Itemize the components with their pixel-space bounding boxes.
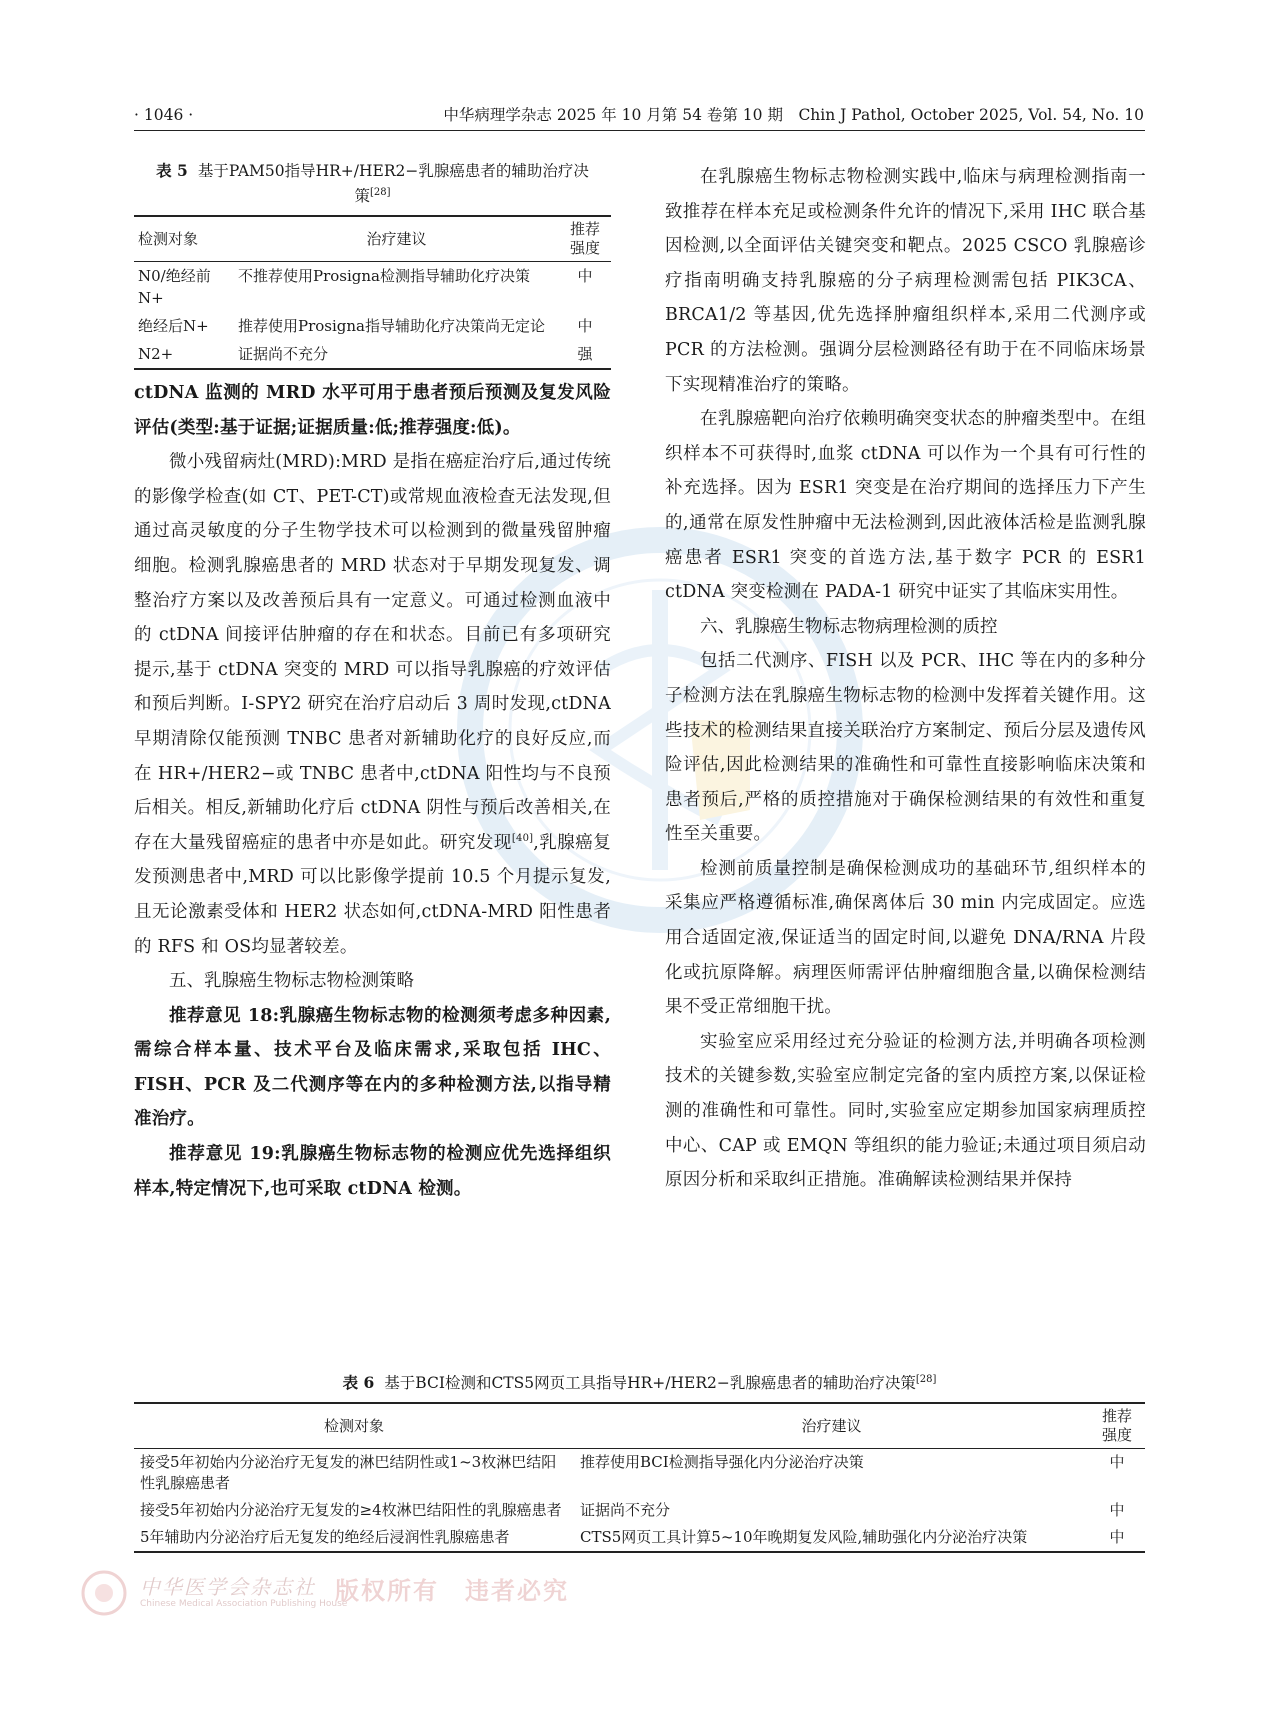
table6-header-subject: 检测对象 [323, 1416, 384, 1435]
table-cell: 接受5年初始内分泌治疗无复发的淋巴结阴性或1~3枚淋巴结阳性乳腺癌患者 [140, 1453, 557, 1492]
table5-caption [154, 158, 591, 209]
left-column [134, 158, 611, 1206]
table-cell: N2+ [138, 345, 174, 363]
table-cell: 证据尚不充分 [238, 345, 329, 363]
mrd-paragraph-ref: [40] [511, 832, 534, 844]
section-heading-6: 六、乳腺癌生物标志物病理检测的质控 [700, 616, 998, 637]
right-paragraph-4: 检测前质量控制是确保检测成功的基础环节,组织样本的采集应严格遵循标准,确保离体后 30 min 内完成固定。应选用合适固定液,保证适当的固定时间,以避免 DNA/RNA 片段化或抗原降解。病理医师需评估肿瘤细胞含量,以确保检测结果不受正常细胞干扰。 [665, 858, 1146, 1018]
table-cell: 中 [577, 317, 593, 335]
table5-header-subject: 检测对象 [138, 230, 199, 248]
copyright-notice: 版权所有 违者必究 [335, 1576, 569, 1605]
table6 [134, 1402, 1145, 1553]
recommendation-18: 推荐意见 18:乳腺癌生物标志物的检测须考虑多种因素,需综合样本量、技术平台及临床需求,采取包括 IHC、FISH、PCR 及二代测序等在内的多种检测方法,以指导精准治疗。 [134, 1005, 611, 1130]
right-column [665, 160, 1146, 1198]
table-cell: 绝经后N+ [138, 317, 209, 335]
publisher-watermark [80, 1565, 600, 1625]
publisher-name-en: Chinese Medical Association Publishing House [140, 1599, 348, 1609]
table-cell: 中 [1109, 1501, 1125, 1519]
mrd-paragraph-text-b: ,乳腺癌复发预测患者中,MRD 可以比影像学提前 10.5 个月提示复发,且无论激素受体和 HER2 状态如何,ctDNA-MRD 阳性患者的 RFS 和 OS均显著较差。 [134, 832, 611, 957]
section-heading-5: 五、乳腺癌生物标志物检测策略 [169, 971, 414, 992]
table-row [134, 340, 611, 369]
mrd-paragraph [134, 445, 611, 964]
table-cell: 推荐使用BCI检测指导强化内分泌治疗决策 [580, 1453, 864, 1471]
header-rule [134, 130, 1145, 131]
table6-caption [134, 1372, 1145, 1394]
journal-citation: 中华病理学杂志 2025 年 10 月第 54 卷第 10 期 Chin J Pathol, October 2025, Vol. 54, No. 10 [443, 106, 1144, 124]
table6-header-advice: 治疗建议 [801, 1416, 862, 1435]
table6-label: 表 6 [342, 1373, 375, 1392]
recommendation-19: 推荐意见 19:乳腺癌生物标志物的检测应优先选择组织样本,特定情况下,也可采取 ctDNA 检测。 [134, 1144, 611, 1199]
table-cell: 证据尚不充分 [580, 1501, 671, 1519]
table6-header-strength: 推荐强度 [1101, 1407, 1132, 1444]
table5-header-row [134, 216, 611, 262]
table6-ref: [28] [915, 1373, 937, 1385]
table-row [134, 1524, 1145, 1552]
table5-caption-text: 基于PAM50指导HR+/HER2−乳腺癌患者的辅助治疗决策 [197, 162, 589, 205]
right-paragraph-1: 在乳腺癌生物标志物检测实践中,临床与病理检测指南一致推荐在样本充足或检测条件允许的情况下,采用 IHC 联合基因检测,以全面评估关键突变和靶点。2025 CSCO 乳腺癌诊疗指南明确支持乳腺癌的分子病理检测需包括 PIK3CA、BRCA1/2 等基因,优先选择肿瘤组织样本,采用二代测序或 PCR 的方法检测。强调分层检测路径有助于在不同临床场景下实现精准治疗的策略。 [665, 167, 1146, 395]
table6-caption-text: 基于BCI检测和CTS5网页工具指导HR+/HER2−乳腺癌患者的辅助治疗决策 [384, 1374, 916, 1392]
table5-header-strength: 推荐强度 [569, 220, 600, 257]
table5-label: 表 5 [156, 161, 188, 180]
table-cell: 接受5年初始内分泌治疗无复发的≥4枚淋巴结阳性的乳腺癌患者 [140, 1501, 562, 1519]
publisher-name: 中华医学会杂志社 [140, 1575, 316, 1599]
table-row [134, 1497, 1145, 1524]
table-cell: 5年辅助内分泌治疗后无复发的绝经后浸润性乳腺癌患者 [140, 1528, 510, 1546]
table-row [134, 1449, 1145, 1498]
mrd-recommendation-text: ctDNA 监测的 MRD 水平可用于患者预后预测及复发风险评估(类型:基于证据;证据质量:低;推荐强度:低)。 [134, 383, 611, 438]
table-cell: 中 [1109, 1528, 1125, 1546]
table-cell: N0/绝经前N+ [138, 267, 211, 307]
table-row [134, 312, 611, 340]
table5-ref: [28] [369, 186, 391, 198]
table-cell: 强 [577, 345, 593, 363]
table-cell: 推荐使用Prosigna指导辅助化疗决策尚无定论 [238, 317, 545, 335]
page-number: · 1046 · [134, 106, 194, 124]
table-cell: 不推荐使用Prosigna检测指导辅助化疗决策 [238, 267, 530, 285]
table-row [134, 262, 611, 313]
right-paragraph-3: 包括二代测序、FISH 以及 PCR、IHC 等在内的多种分子检测方法在乳腺癌生物标志物的检测中发挥着关键作用。这些技术的检测结果直接关联治疗方案制定、预后分层及遗传风险评估,因此检测结果的准确性和可靠性直接影响临床决策和患者预后,严格的质控措施对于确保检测结果的有效性和重复性至关重要。 [665, 651, 1146, 845]
right-paragraph-2: 在乳腺癌靶向治疗依赖明确突变状态的肿瘤类型中。在组织样本不可获得时,血浆 ctDNA 可以作为一个具有可行性的补充选择。因为 ESR1 突变是在治疗期间的选择压力下产生的,通常在原发性肿瘤中无法检测到,因此液体活检是监测乳腺癌患者 ESR1 突变的首选方法,基于数字 PCR 的 ESR1 ctDNA 突变检测在 PADA-1 研究中证实了其临床实用性。 [665, 409, 1146, 603]
running-header [134, 104, 1144, 130]
right-paragraph-5: 实验室应采用经过充分验证的检测方法,并明确各项检测技术的关键参数,实验室应制定完备的室内质控方案,以保证检测的准确性和可靠性。同时,实验室应定期参加国家病理质控中心、CAP 或 EMQN 等组织的能力验证;未通过项目须启动原因分析和采取纠正措施。准确解读检测结果并保持 [665, 1031, 1146, 1191]
table5 [134, 215, 611, 370]
table-cell: 中 [577, 267, 593, 285]
table-cell: CTS5网页工具计算5~10年晚期复发风险,辅助强化内分泌治疗决策 [580, 1528, 1028, 1546]
publisher-seal-icon [80, 1569, 128, 1617]
table6-header-row [134, 1403, 1145, 1449]
table5-header-advice: 治疗建议 [366, 230, 427, 248]
mrd-paragraph-text-a: 微小残留病灶(MRD):MRD 是指在癌症治疗后,通过传统的影像学检查(如 CT、PET-CT)或常规血液检查无法发现,但通过高灵敏度的分子生物学技术可以检测到的微量残留肿瘤细胞。检测乳腺癌患者的 MRD 状态对于早期发现复发、调整治疗方案以及改善预后具有一定意义。可通过检测血液中的 ctDNA 间接评估肿瘤的存在和状态。目前已有多项研究提示,基于 ctDNA 突变的 MRD 可以指导乳腺癌的疗效评估和预后判断。I-SPY2 研究在治疗启动后 3 周时发现,ctDNA 早期清除仅能预测 TNBC 患者对新辅助化疗的良好反应,而在 HR+/HER2−或 TNBC 患者中,ctDNA 阳性均与不良预后相关。相反,新辅助化疗后 ctDNA 阴性与预后改善相关,在存在大量残留癌症的患者中亦是如此。研究发现 [134, 452, 611, 853]
table-cell: 中 [1109, 1453, 1125, 1471]
